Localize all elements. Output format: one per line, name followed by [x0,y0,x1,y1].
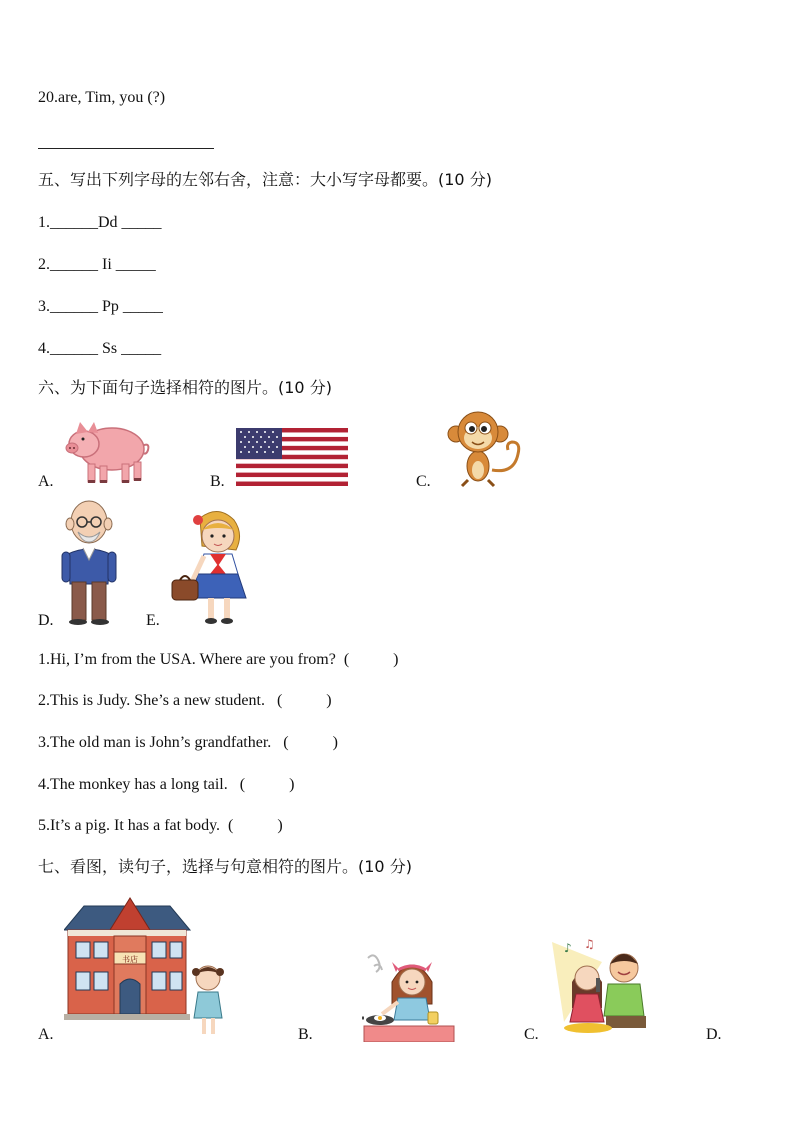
letter-item-1: 1.______Dd _____ [38,214,162,231]
option-label-e: E. [146,612,160,629]
bookstore-sign-text: 书店 [122,955,138,964]
old-man-icon [58,498,120,626]
option-label-b: B. [210,473,225,490]
sentence-3: 3.The old man is John’s grandfather. ( ) [38,734,338,751]
section-5-heading: 五、写出下列字母的左邻右舍，注意：大小写字母都要。(10 分) [38,170,492,189]
section-6-heading: 六、为下面句子选择相符的图片。(10 分) [38,378,332,397]
answer-line [38,148,214,149]
bookstore-building-icon [64,896,228,1040]
question-20: 20.are, Tim, you (?) [38,89,166,106]
section-7-heading: 七、看图，读句子，选择与句意相符的图片。(10 分) [38,857,412,876]
svg-text:♫: ♫ [584,938,595,951]
option-label-b: B. [298,1026,313,1043]
pig-icon [62,416,152,488]
letter-item-4: 4.______ Ss _____ [38,340,162,357]
option-label-d: D. [706,1026,722,1043]
usa-flag-icon [236,428,348,486]
sentence-4: 4.The monkey has a long tail. ( ) [38,776,295,793]
letter-item-3: 3.______ Pp _____ [38,298,163,315]
monkey-icon [440,408,528,488]
option-label-c: C. [524,1026,539,1043]
svg-text:♪: ♪ [564,941,572,955]
couple-singing-icon [548,938,650,1034]
option-label-a: A. [38,473,54,490]
option-label-c: C. [416,473,431,490]
letter-item-2: 2.______ Ii _____ [38,256,156,273]
sentence-1: 1.Hi, I’m from the USA. Where are you from? ( ) [38,651,399,668]
girl-cooking-icon [362,952,456,1042]
sentence-5: 5.It’s a pig. It has a fat body. ( ) [38,817,283,834]
sentence-2: 2.This is Judy. She’s a new student. ( ) [38,692,332,709]
option-label-a: A. [38,1026,54,1043]
student-girl-icon [168,508,254,626]
option-label-d: D. [38,612,54,629]
